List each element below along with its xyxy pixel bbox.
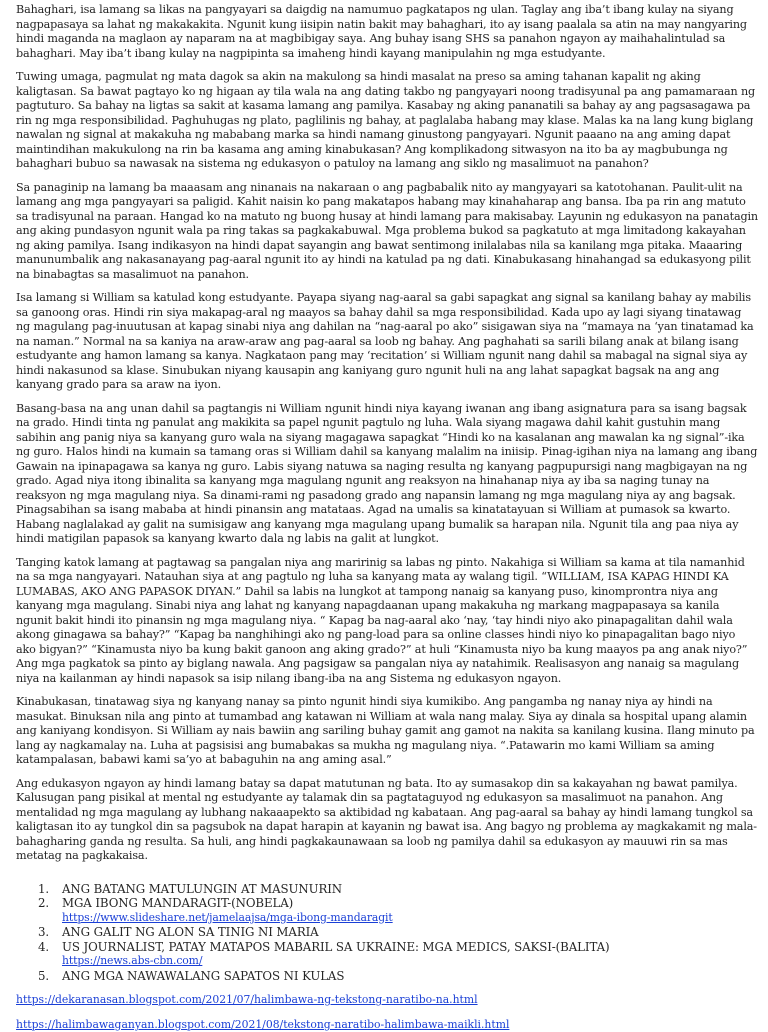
reference-title: ANG GALIT NG ALON SA TINIG NI MARIA xyxy=(62,925,319,939)
source-link-halimbawaganyan[interactable]: https://halimbawaganyan.blogspot.com/2021/08/tekstong-naratibo-halimbawa-maikli.html xyxy=(16,1018,510,1031)
paragraph-2: Tuwing umaga, pagmulat ng mata dagok sa akin na makulong sa hindi masalat na preso sa aming tahanan kapalit ng aking kaligtasan. Sa bawat pagtayo ko ng higaan ay tila wala na ang dating takbo ng pangyayari noong tradisyunal pa ang pamamaraan ng pagtuturo. Sa bahay na ligtas sa sakit at kasama lamang ang pamilya. Kasabay ng aking pananatili sa bahay ay ang pagsasagawa pa rin ng mga responsibilidad. Paghuhugas ng plato, paglilinis ng bahay, at paglalaba habang may klase. Malas ka na lang kung biglang nawalan ng signal at makakuha ng mababang marka sa hindi namang ginustong pangyayari. Ngunit paaano na ang aming dapat maintindihan makukulong na rin ba kasama ang aming kinabukasan? Ang komplikadong sitwasyon na ito ba ay magbubunga ng bahaghari bubuo sa nawasak na sistema ng edukasyon o patuloy na lamang ang siklo ng masalimuot na panahon? xyxy=(16,70,756,170)
document-page xyxy=(16,3,758,1032)
paragraph-6: Tanging katok lamang at pagtawag sa pangalan niya ang maririnig sa labas ng pinto. Nakahiga si William sa kama at tila namanhid na sa mga nangyayari. Natauhan siya at ang pagtulo ng luha sa kanyang mata ay walang tigil. “WILLIAM, ISA KAPAG HINDI KA LUMABAS, AKO ANG PAPASOK DIYAN.” Dahil sa labis na lungkot at tampong nanaig sa kanyang puso, kinomprontra niya ang kanyang mga magulang. Sinabi niya ang lahat ng kanyang napagdaanan upang makakuha ng markang magpapasaya sa kanila ngunit bakit hindi ito pinansin ng mga magulang niya. “ Kapag ba nag-aaral ako ‘nay, ‘tay hindi niyo ako pinapagalitan dahil wala akong ginagawa sa bahay?” “Kapag ba nanghihingi ako ng pang-load para sa online classes hindi niyo ko pinapagalitan bago niyo ako bigyan?” “Kinamusta niyo ba kung bakit ganoon ang aking grado?” at huli “Kinamusta niyo ba kung maayos pa ang anak niyo?” Ang mga pagkatok sa pinto ay biglang nawala. Ang pagsigaw sa pangalan niya ay natahimik. Realisasyon ang nanaig sa magulang niya na kailanman ay hindi napasok sa isip nilang ibang-iba na ang Sistema ng edukasyon ngayon. xyxy=(16,555,748,685)
source-link-dekaranasan[interactable]: https://dekaranasan.blogspot.com/2021/07/halimbawa-ng-tekstong-naratibo-na.html xyxy=(16,993,478,1006)
paragraph-5: Basang-basa na ang unan dahil sa pagtangis ni William ngunit hindi niya kayang iwanan ang ibang asignatura para sa isang bagsak na grado. Hindi tinta ng panulat ang makikita sa papel ngunit pagtulo ng luha. Wala siyang magawa dahil kahit gustuhin mang sabihin ang panig niya sa kanyang guro wala na siyang magagawa sapagkat “Hindi ko na kasalanan ang mawalan ka ng signal”-ika ng guro. Halos hindi na kumain sa tamang oras si William dahil sa kanyang malalim na iniisip. Pinag-igihan niya na lamang ang ibang Gawain na ipinapagawa sa kanya ng guro. Labis siyang natuwa sa naging resulta ng kanyang pagpupursigi nang magbigayan na ng grado. Agad niya itong ibinalita sa kanyang mga magulang ngunit ang reaksyon na hinahanap niya ay iba sa naging tunay na reaksyon ng mga magulang niya. Sa dinami-rami ng pasadong grado ang napansin lamang ng mga magulang niya ay ang bagsak. Pinagsabihan sa isang mababa at hindi pinansin ang matataas. Agad na umalis sa kinatatayuan si William at pumasok sa kwarto. Habang naglalakad ay galit na sumisigaw ang kanyang mga magulang upang bumalik sa harapan nila. Ngunit tila ang paa niya ay hindi matigilan papasok sa kanyang kwarto dala ng labis na galit at lungkot. xyxy=(16,401,758,545)
paragraph-3: Sa panaginip na lamang ba maaasam ang ninanais na nakaraan o ang pagbabalik nito ay mangyayari sa katotohanan. Paulit-ulit na lamang ang mga pangyayari sa paligid. Kahit naisin ko pang makatapos habang may kinahaharap ang bansa. Iba pa rin ang matuto sa tradisyunal na paraan. Hangad ko na matuto ng buong husay at hindi lamang para makisabay. Layunin ng edukasyon na panatagin ang aking pundasyon ngunit wala pa ring takas sa pagkakabuwal. Mga problema bukod sa pagkatuto at mga limitadong kakayahan ng aking pamilya. Isang indikasyon na hindi dapat sayangin ang bawat sentimong inilalabas nila sa kanilang mga pitaka. Maaaring manunumbalik ang nakasanayang pag-aaral ngunit ito ay hindi na katulad pa ng dati. Kinabukasang hinahangad sa edukasyong pilit na binabagtas sa masalimuot na panahon. xyxy=(16,180,758,281)
reference-title: ANG MGA NAWAWALANG SAPATOS NI KULAS xyxy=(62,968,345,983)
reference-number: 5. xyxy=(38,968,50,983)
reference-link-abs-cbn[interactable]: https://news.abs-cbn.com/ xyxy=(62,954,203,967)
reference-item-3 xyxy=(16,925,758,940)
paragraph-4: Isa lamang si William sa katulad kong estudyante. Payapa siyang nag-aaral sa gabi sapagkat ang signal sa kanilang bahay ay mabilis sa ganoong oras. Hindi rin siya makapag-aral ng maayos sa bahay dahil sa mga responsibilidad. Kada upo ay lagi siyang tinatawag ng magulang pag-inuutusan at kapag sinabi niya ang dahilan na “nag-aaral po ako” sisigawan siya na “mamaya na ‘yan tinatamad ka na naman.” Normal na sa kaniya na araw-araw ang pag-aaral sa loob ng bahay. Ang paghahati sa sarili bilang anak at bilang isang estudyante ang hamon lamang sa kanya. Nagkataon pang may ‘recitation’ si William ngunit nang dahil sa mabagal na signal siya ay hindi nakasunod sa klase. Sinubukan niyang kausapin ang kaniyang guro ngunit huli na ang lahat sapagkat bagsak na ang ang kanyang grado para sa araw na iyon. xyxy=(16,291,754,391)
reference-number: 2. xyxy=(38,896,50,910)
reference-number: 1. xyxy=(38,881,50,896)
paragraph-7: Kinabukasan, tinatawag siya ng kanyang nanay sa pinto ngunit hindi siya kumikibo. Ang pangamba ng nanay niya ay hindi na masukat. Binuksan nila ang pinto at tumambad ang katawan ni William at wala nang malay. Siya ay dinala sa hospital upang alamin ang kaniyang kondisyon. Si William ay nais bawiin ang sariling buhay gamit ang gamot na nakita sa kanilang kusina. Ilang minuto pa lang ay nagkamalay na. Luha at pagsisisi ang bumabakas sa mukha ng magulang niya. “.Patawarin mo kami William sa aming katampalasan, babawi kami sa’yo at babaguhin na ang aming asal.” xyxy=(16,695,755,766)
paragraph-8: Ang edukasyon ngayon ay hindi lamang batay sa dapat matutunan ng bata. Ito ay sumasakop din sa kakayahan ng bawat pamilya. Kalusugan pang pisikal at mental ng estudyante ay talamak din sa pagtataguyod ng edukasyon sa masalimuot na panahon. Ang mentalidad ng mga magulang ay lubhang nakaaapekto sa aktibidad ng kabataan. Ang pag-aaral sa bahay ay hindi lamang tungkol sa kaligtasan ito ay tungkol din sa pagsubok na dapat harapin at kayanin ng bawat isa. Ang bagyo ng problema ay magkakamit ng mala-bahagharing ganda ng resulta. Sa huli, ang hindi pagkakaunawaan sa loob ng pamilya dahil sa edukasyon ay mauuwi rin sa mas metatag na pagkakaisa. xyxy=(16,776,757,862)
reference-item-4 xyxy=(16,940,758,969)
reference-title: ANG BATANG MATULUNGIN AT MASUNURIN xyxy=(62,881,343,896)
reference-title: MGA IBONG MANDARAGIT-(NOBELA) xyxy=(62,896,294,910)
reference-item-2 xyxy=(16,896,758,925)
reference-item-1 xyxy=(16,882,758,897)
reference-title: US JOURNALIST, PATAY MATAPOS MABARIL SA UKRAINE: MGA MEDICS, SAKSI-(BALITA) xyxy=(62,939,610,954)
paragraph-1: Bahaghari, isa lamang sa likas na pangyayari sa daigdig na namumuo pagkatapos ng ulan. Taglay ang iba’t ibang kulay na siyang nagpapasaya sa lahat ng makakakita. Ngunit kung iisipin natin bakit may bahaghari, ito ay isang paalala sa atin na may nangyaring hindi maganda na maglaon ay naparam na at magbibigay saya. Ang buhay isang SHS sa panahon ngayon ay maihahalintulad sa bahaghari. May iba’t ibang kulay na nagpipinta sa imaheng hindi kayang manipulahin ng mga estudyante. xyxy=(16,3,747,60)
reference-list xyxy=(16,882,758,984)
reference-number: 4. xyxy=(38,939,50,954)
reference-item-5 xyxy=(16,969,758,984)
reference-number: 3. xyxy=(38,925,50,939)
reference-link-slideshare[interactable]: https://www.slideshare.net/jamelaajsa/mga-ibong-mandaragit xyxy=(62,910,393,924)
